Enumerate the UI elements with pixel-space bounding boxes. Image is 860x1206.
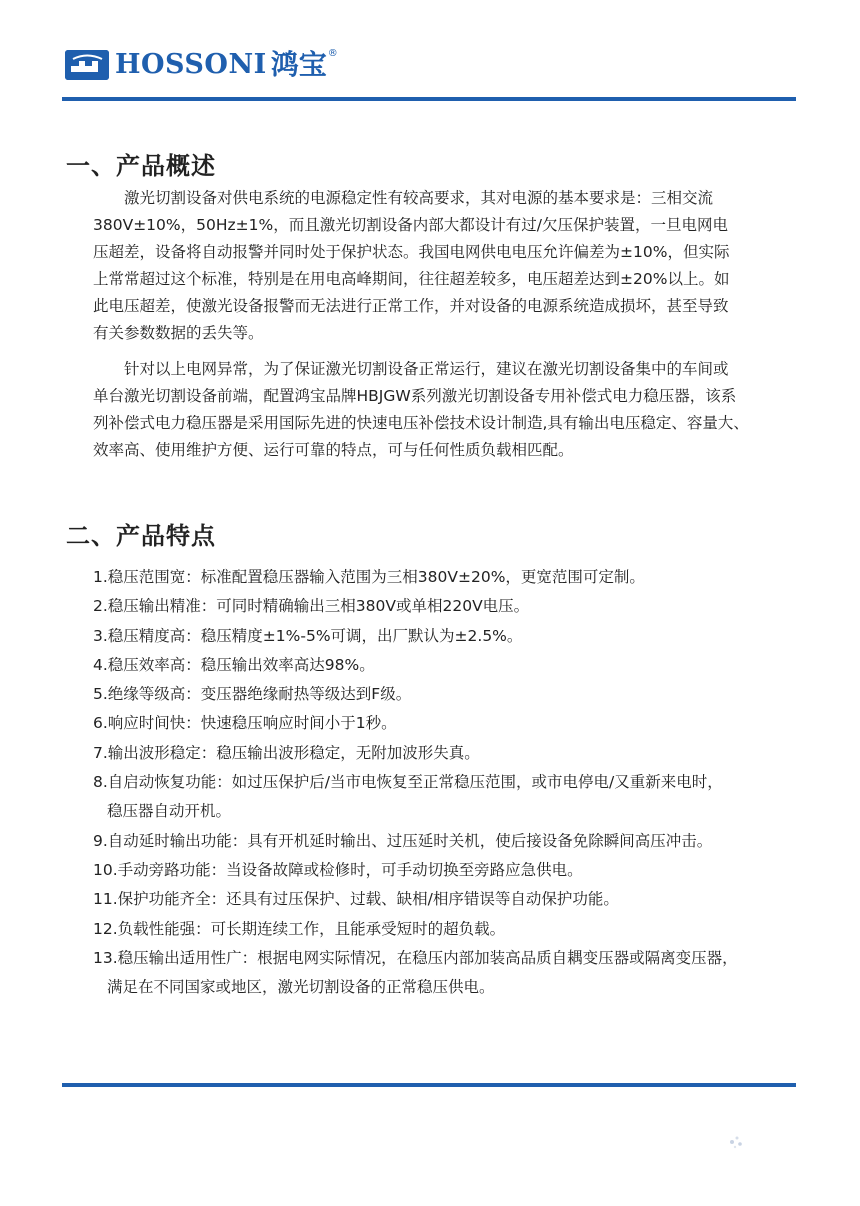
feature-item: 2.稳压输出精准：可同时精确输出三相380V或单相220V电压。	[93, 597, 530, 616]
paragraph-line: 有关参数数据的丢失等。	[93, 324, 264, 342]
paragraph-line: 效率高、使用维护方便、运行可靠的特点，可与任何性质负载相匹配。	[93, 441, 574, 459]
paragraph-line: 针对以上电网异常，为了保证激光切割设备正常运行，建议在激光切割设备集中的车间或	[124, 360, 729, 378]
paragraph-line: 上常常超过这个标准，特别是在用电高峰期间，往往超差较多，电压超差达到±20%以上。如	[93, 270, 730, 288]
brand-name-cn: 鸿宝	[270, 48, 327, 81]
feature-item: 8.自启动恢复功能：如过压保护后/当市电恢复至正常稳压范围，或市电停电/又重新来电时，	[93, 773, 723, 792]
feature-item: 12.负载性能强：可长期连续工作，且能承受短时的超负载。	[93, 919, 506, 938]
paragraph-line: 此电压超差，使激光设备报警而无法进行正常工作，并对设备的电源系统造成损坏，甚至导致	[93, 297, 729, 315]
registered-mark: ®	[327, 47, 338, 59]
feature-item: 10.手动旁路功能：当设备故障或检修时，可手动切换至旁路应急供电。	[93, 860, 583, 879]
paragraph-line: 单台激光切割设备前端，配置鸿宝品牌HBJGW系列激光切割设备专用补偿式电力稳压器，该系	[93, 387, 737, 405]
feature-item: 4.稳压效率高：稳压输出效率高达98%。	[93, 655, 375, 674]
logo-mark-icon	[65, 50, 109, 80]
feature-item-continuation: 满足在不同国家或地区，激光切割设备的正常稳压供电。	[107, 978, 495, 997]
feature-item: 7.输出波形稳定：稳压输出波形稳定，无附加波形失真。	[93, 743, 480, 762]
feature-item: 13.稳压输出适用性广：根据电网实际情况，在稳压内部加装高品质自耦变压器或隔离变压器，	[93, 948, 738, 967]
section-title-overview: 一、产品概述	[66, 152, 216, 180]
paragraph-line: 380V±10%，50Hz±1%，而且激光切割设备内部大都设计有过/欠压保护装置，一旦电网电	[93, 216, 728, 234]
footer-divider	[62, 1083, 796, 1087]
overview-paragraph-1	[93, 185, 799, 347]
header-divider	[62, 97, 796, 101]
feature-item: 1.稳压范围宽：标准配置稳压器输入范围为三相380V±20%，更宽范围可定制。	[93, 568, 645, 586]
watermark-icon	[722, 1128, 752, 1158]
feature-item: 3.稳压精度高：稳压精度±1%-5%可调，出厂默认为±2.5%。	[93, 626, 523, 645]
paragraph-line: 列补偿式电力稳压器是采用国际先进的快速电压补偿技术设计制造,具有输出电压稳定、容量大、	[93, 414, 749, 432]
feature-item: 6.响应时间快：快速稳压响应时间小于1秒。	[93, 714, 397, 733]
paragraph-line: 压超差，设备将自动报警并同时处于保护状态。我国电网供电电压允许偏差为±10%，但实际	[93, 243, 730, 261]
page-header	[62, 48, 796, 100]
feature-item: 11.保护功能齐全：还具有过压保护、过载、缺相/相序错误等自动保护功能。	[93, 890, 619, 909]
feature-item: 9.自动延时输出功能：具有开机延时输出、过压延时关机，使后接设备免除瞬间高压冲击。	[93, 831, 713, 850]
overview-paragraph-2	[93, 356, 799, 464]
feature-item: 5.绝缘等级高：变压器绝缘耐热等级达到F级。	[93, 685, 412, 704]
section-title-features: 二、产品特点	[66, 522, 216, 550]
brand-logo	[65, 47, 338, 81]
feature-item-continuation: 稳压器自动开机。	[107, 802, 232, 821]
brand-name: HOSSONI	[115, 49, 267, 80]
paragraph-line: 激光切割设备对供电系统的电源稳定性有较高要求，其对电源的基本要求是：三相交流	[124, 189, 714, 207]
feature-list	[93, 563, 799, 1002]
